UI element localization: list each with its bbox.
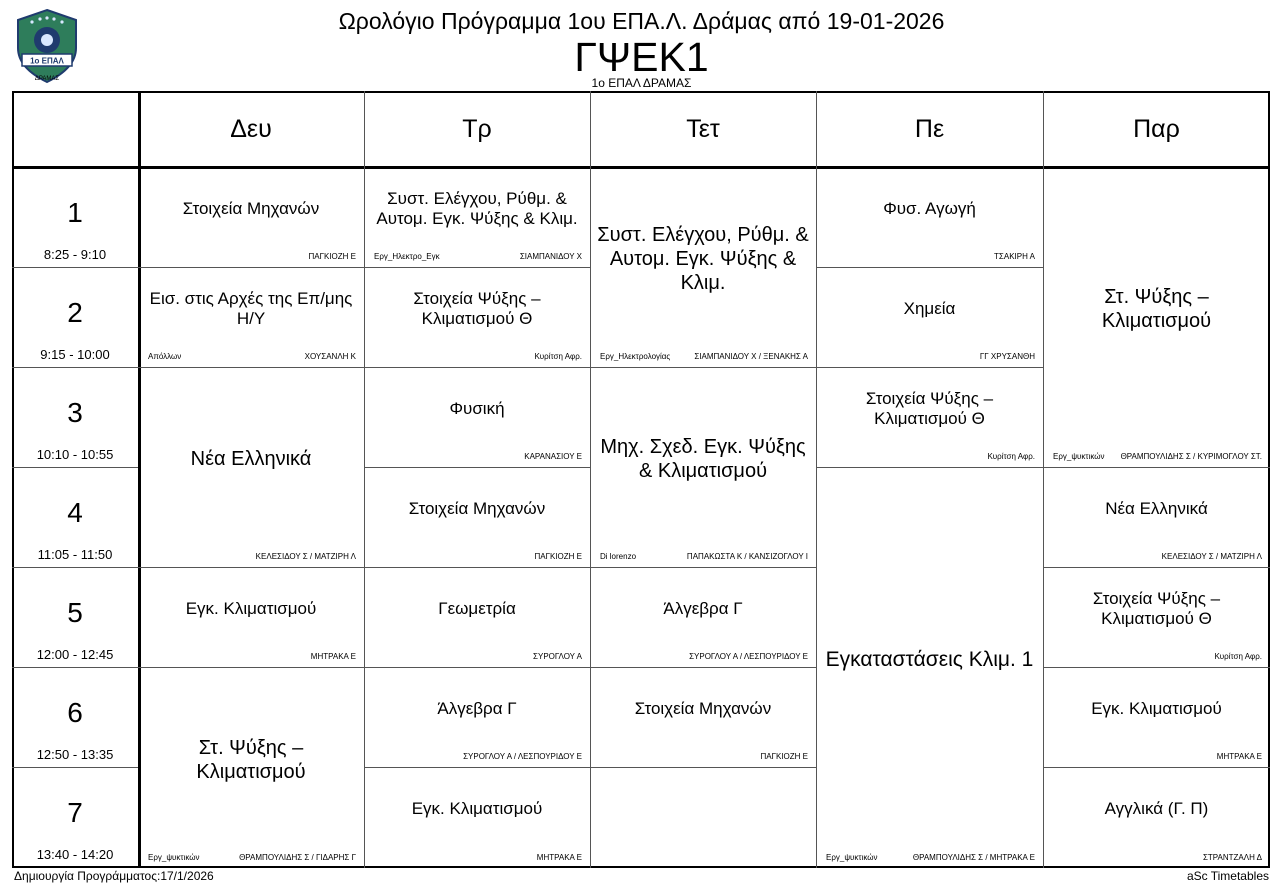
lesson-subject-text: Συστ. Ελέγχου, Ρύθμ. & Αυτομ. Εγκ. Ψύξης & Κλιμ.	[597, 224, 809, 294]
lesson-cell	[138, 267, 364, 367]
period-number: 6	[67, 697, 83, 728]
lesson-subject	[144, 667, 358, 852]
lesson-teacher: ΚΑΡΑΝΑΣΙΟΥ Ε	[524, 452, 582, 461]
day-header-fri: Παρ	[1133, 114, 1180, 143]
lesson-cell	[364, 467, 590, 567]
day-header-mon: Δευ	[230, 114, 272, 143]
lesson-teacher: ΘΡΑΜΠΟΥΛΙΔΗΣ Σ / ΓΙΔΑΡΗΣ Γ	[239, 853, 356, 862]
period-divider	[12, 767, 138, 768]
lesson-cell	[816, 467, 1043, 868]
lesson-teacher: ΣΥΡΟΓΛΟΥ Α / ΛΕΣΠΟΥΡΙΔΟΥ Ε	[463, 752, 582, 761]
lesson-teacher: ΣΙΑΜΠΑΝΙΔΟΥ Χ / ΞΕΝΑΚΗΣ Α	[694, 352, 808, 361]
lesson-room: Εργ_ψυκτικών	[1053, 452, 1105, 461]
period-number: 7	[67, 797, 83, 828]
lesson-teacher: ΠΑΓΚΙΟΖΗ Ε	[534, 552, 582, 561]
lesson-subject	[822, 367, 1037, 451]
lesson-subject-text: Στ. Ψύξης – Κλιματισμού	[196, 736, 306, 783]
lesson-subject-text: Στοιχεία Ψύξης – Κλιματισμού Θ	[865, 388, 994, 428]
period-time: 11:05 - 11:50	[37, 547, 113, 562]
lesson-cell	[816, 167, 1043, 267]
lesson-teacher: ΚΕΛΕΣΙΔΟΥ Σ / ΜΑΤΖΙΡΗ Λ	[255, 552, 356, 561]
lesson-cell	[1043, 467, 1270, 567]
lesson-subject-text: Χημεία	[903, 298, 956, 318]
day-header-thu: Πε	[914, 114, 945, 143]
lesson-subject	[370, 467, 584, 551]
lesson-cell	[1043, 767, 1270, 868]
software-name: aSc Timetables	[1186, 869, 1269, 883]
lesson-subject-text: Στοιχεία Ψύξης – Κλιματισμού Θ	[413, 288, 541, 328]
lesson-teacher: Κυρίτση Αφρ.	[987, 452, 1035, 461]
lesson-cell	[590, 567, 816, 667]
lesson-teacher: ΜΗΤΡΑΚΑ Ε	[310, 652, 356, 661]
day-header-wed: Τετ	[686, 114, 720, 143]
lesson-subject-text: Μηχ. Σχεδ. Εγκ. Ψύξης & Κλιματισμού	[600, 436, 806, 482]
period-time: 9:15 - 10:00	[40, 347, 110, 362]
lesson-teacher: ΤΣΑΚΙΡΗ Α	[994, 252, 1035, 261]
lesson-cell	[816, 267, 1043, 367]
period-time: 8:25 - 9:10	[43, 247, 107, 262]
lesson-subject-text: Εισ. στις Αρχές της Επ/μης Η/Υ	[149, 288, 353, 328]
lesson-subject	[822, 467, 1037, 852]
lesson-subject-text: Άλγεβρα Γ	[663, 598, 743, 618]
lesson-subject-text: Άλγεβρα Γ	[437, 698, 517, 718]
lesson-teacher: ΘΡΑΜΠΟΥΛΙΔΗΣ Σ / ΜΗΤΡΑΚΑ Ε	[912, 853, 1035, 862]
period-number: 3	[67, 397, 83, 428]
lesson-teacher: ΜΗΤΡΑΚΑ Ε	[1216, 752, 1262, 761]
school-name: 1ο ΕΠΑΛ ΔΡΑΜΑΣ	[591, 76, 692, 90]
lesson-subject-text: Στοιχεία Μηχανών	[182, 198, 320, 218]
lesson-teacher: Κυρίτση Αφρ.	[1214, 652, 1262, 661]
lesson-cell	[364, 567, 590, 667]
lesson-subject	[596, 667, 810, 751]
lesson-cell	[364, 267, 590, 367]
timetable-grid	[12, 91, 1270, 868]
period-time: 10:10 - 10:55	[36, 447, 114, 462]
lesson-teacher: ΣΤΡΑΝΤΖΑΛΗ Δ	[1202, 853, 1262, 862]
lesson-subject	[1049, 667, 1264, 751]
row-divider	[590, 767, 816, 768]
lesson-teacher: ΜΗΤΡΑΚΑ Ε	[536, 853, 582, 862]
logo-subtext: ΔΡΑΜΑΣ	[34, 76, 60, 82]
lesson-teacher: ΧΟΥΣΑΝΛΗ Κ	[304, 352, 356, 361]
period-divider	[12, 467, 138, 468]
lesson-cell	[590, 367, 816, 567]
timetable-title: Ωρολόγιο Πρόγραμμα 1ου ΕΠΑ.Λ. Δράμας από 19-01-2026	[338, 8, 945, 34]
lesson-cell	[1043, 167, 1270, 467]
period-divider	[12, 267, 138, 268]
lesson-subject-text: Εγκ. Κλιματισμού	[185, 598, 317, 618]
lesson-teacher: ΠΑΓΚΙΟΖΗ Ε	[308, 252, 356, 261]
lesson-subject-text: Φυσ. Αγωγή	[883, 198, 976, 218]
lesson-subject-text: Εγκ. Κλιματισμού	[411, 799, 543, 819]
lesson-subject	[1049, 767, 1264, 852]
lesson-cell	[138, 667, 364, 868]
lesson-subject	[822, 167, 1037, 251]
lesson-subject	[370, 267, 584, 351]
lesson-subject	[144, 267, 358, 351]
lesson-room: Di lorenzo	[600, 552, 637, 561]
lesson-subject	[370, 767, 584, 852]
lesson-cell	[590, 167, 816, 367]
lesson-subject	[596, 567, 810, 651]
lesson-subject	[1049, 167, 1264, 451]
lesson-subject-text: Φυσική	[449, 398, 505, 418]
lesson-cell	[138, 367, 364, 567]
lesson-teacher: ΓΓ ΧΡΥΣΑΝΘΗ	[979, 352, 1035, 361]
period-time: 12:50 - 13:35	[36, 747, 114, 762]
lesson-teacher: ΣΙΑΜΠΑΝΙΔΟΥ Χ	[519, 252, 582, 261]
lesson-teacher: Κυρίτση Αφρ.	[534, 352, 582, 361]
lesson-subject	[370, 167, 584, 251]
lesson-subject	[144, 167, 358, 251]
lesson-teacher: ΣΥΡΟΓΛΟΥ Α	[533, 652, 582, 661]
lesson-subject-text: Αγγλικά (Γ. Π)	[1104, 799, 1209, 819]
period-number: 1	[67, 197, 83, 228]
lesson-room: Εργ_Ηλεκτρολογίας	[600, 352, 671, 361]
lesson-subject-text: Στοιχεία Μηχανών	[408, 498, 546, 518]
lesson-cell	[138, 167, 364, 267]
lesson-subject	[370, 567, 584, 651]
lesson-room: Απόλλων	[148, 352, 182, 361]
lesson-subject-text: Συστ. Ελέγχου, Ρύθμ. & Αυτομ. Εγκ. Ψύξης & Κλιμ.	[376, 188, 578, 228]
lesson-subject	[370, 367, 584, 451]
period-time: 13:40 - 14:20	[36, 847, 114, 862]
lesson-subject	[596, 367, 810, 551]
lesson-room: Εργ_ψυκτικών	[148, 853, 200, 862]
created-date: Δημιουργία Προγράμματος:17/1/2026	[14, 869, 214, 883]
period-number: 2	[67, 297, 83, 328]
lesson-subject-text: Εγκ. Κλιματισμού	[1091, 698, 1222, 718]
lesson-subject	[144, 567, 358, 651]
lesson-cell	[364, 367, 590, 467]
lesson-cell	[364, 167, 590, 267]
lesson-subject	[596, 167, 810, 351]
lesson-teacher: ΚΕΛΕΣΙΔΟΥ Σ / ΜΑΤΖΙΡΗ Λ	[1161, 552, 1262, 561]
lesson-subject	[144, 367, 358, 551]
lesson-subject-text: Γεωμετρία	[438, 598, 516, 618]
class-name: ΓΨΕΚ1	[574, 34, 709, 80]
lesson-cell	[138, 567, 364, 667]
lesson-cell	[1043, 667, 1270, 767]
lesson-subject-text: Νέα Ελληνικά	[190, 448, 312, 470]
lesson-cell	[364, 767, 590, 868]
day-header-tue: Τρ	[462, 114, 492, 143]
lesson-subject	[1049, 567, 1264, 651]
lesson-subject	[370, 667, 584, 751]
lesson-subject-text: Στοιχεία Μηχανών	[634, 698, 772, 718]
lesson-subject	[822, 267, 1037, 351]
period-divider	[12, 667, 138, 668]
lesson-cell	[590, 667, 816, 767]
lesson-teacher: ΠΑΓΚΙΟΖΗ Ε	[760, 752, 808, 761]
lesson-teacher: ΣΥΡΟΓΛΟΥ Α / ΛΕΣΠΟΥΡΙΔΟΥ Ε	[689, 652, 808, 661]
period-number: 4	[67, 497, 83, 528]
logo-text: 1ο ΕΠΑΛ	[30, 56, 64, 66]
lesson-subject-text: Στ. Ψύξης – Κλιματισμού	[1101, 286, 1212, 332]
lesson-teacher: ΘΡΑΜΠΟΥΛΙΔΗΣ Σ / ΚΥΡΙΜΟΓΛΟΥ ΣΤ.	[1120, 452, 1262, 461]
period-time: 12:00 - 12:45	[36, 647, 114, 662]
lesson-subject	[1049, 467, 1264, 551]
lesson-room: Εργ_ψυκτικών	[826, 853, 878, 862]
lesson-cell	[364, 667, 590, 767]
period-number: 5	[67, 597, 83, 628]
lesson-cell	[816, 367, 1043, 467]
lesson-teacher: ΠΑΠΑΚΩΣΤΑ Κ / ΚΑΝΣΙΖΟΓΛΟΥ Ι	[686, 552, 808, 561]
lesson-subject-text: Στοιχεία Ψύξης – Κλιματισμού Θ	[1092, 588, 1221, 628]
period-divider	[12, 567, 138, 568]
lesson-subject-text: Εγκαταστάσεις Κλιμ. 1	[825, 647, 1034, 671]
period-divider	[12, 367, 138, 368]
lesson-cell	[1043, 567, 1270, 667]
lesson-room: Εργ_Ηλεκτρο_Εγκ	[374, 252, 440, 261]
lesson-subject-text: Νέα Ελληνικά	[1105, 498, 1208, 518]
